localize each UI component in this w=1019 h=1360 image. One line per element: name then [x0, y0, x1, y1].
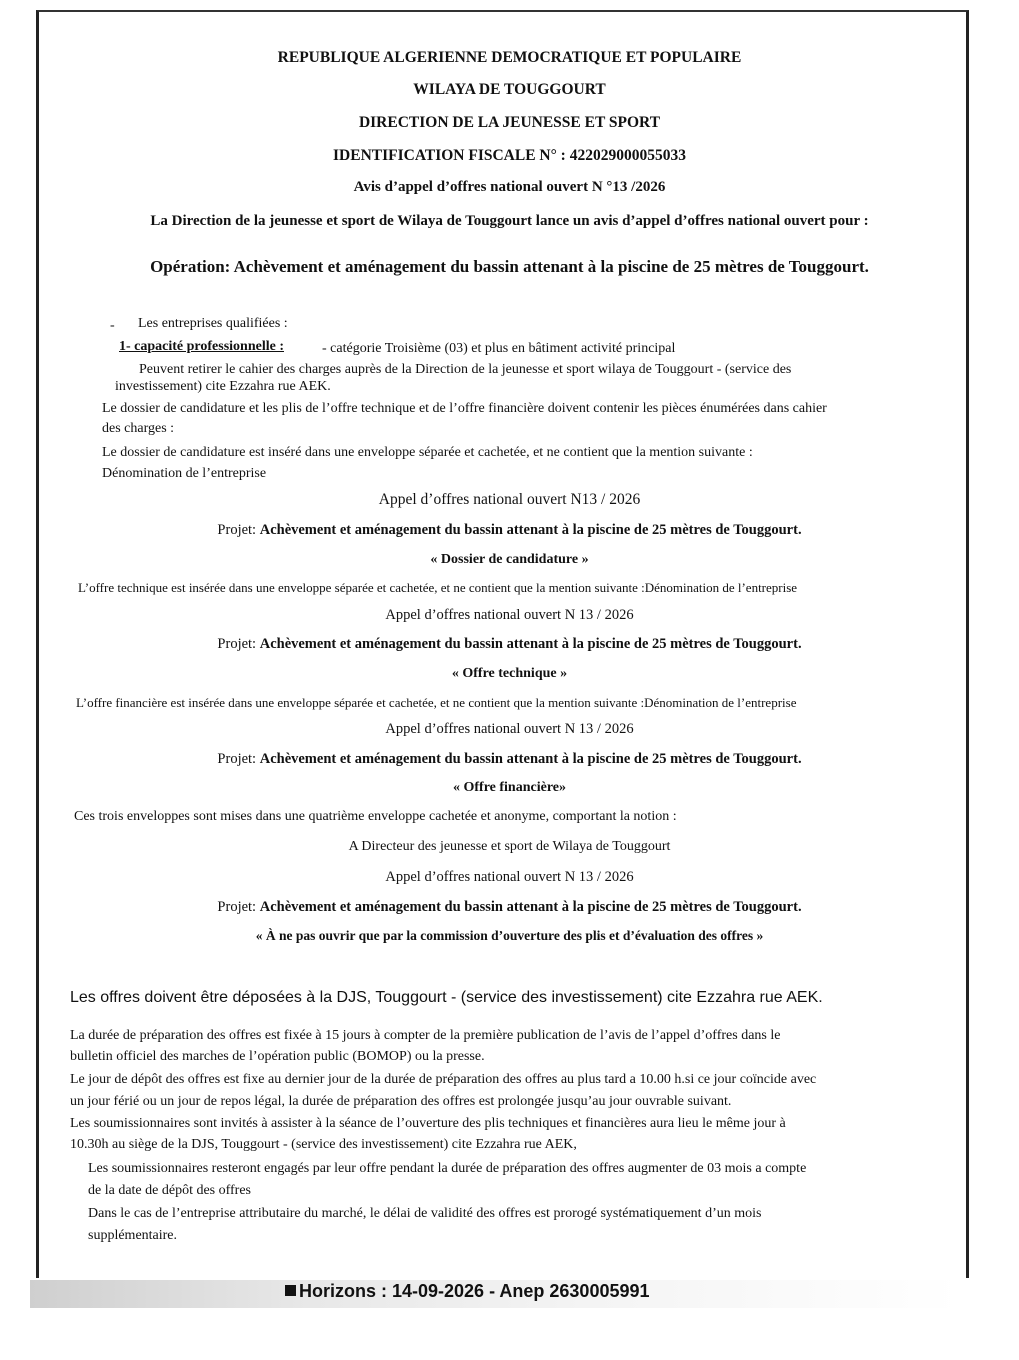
header-avis: Avis d’appel d’offres national ouvert N °13 /2026	[353, 179, 666, 195]
projet-1	[0, 522, 1019, 539]
retirer-line1: Peuvent retirer le cahier des charges auprès de la Direction de la jeunesse et sport wilaya de Touggourt - (service des	[139, 362, 792, 377]
capacity-text: - catégorie Troisième (03) et plus en bâtiment activité principal	[322, 341, 676, 356]
projet-2	[0, 636, 1019, 653]
depot-text: Les offres doivent être déposées à la DJS, Touggourt - (service des investissement) cite Ezzahra rue AEK.	[70, 989, 823, 1006]
qualif-title: Les entreprises qualifiées :	[138, 316, 288, 331]
bullet: -	[110, 318, 115, 333]
candidature-line1: Le dossier de candidature est inséré dans une enveloppe séparée et cachetée, et ne contient que la mention suivante :	[102, 445, 753, 460]
dossier-line1: Le dossier de candidature et les plis de l’offre technique et de l’offre financière doivent contenir les pièces énumérées dans cahier	[102, 401, 827, 416]
projet-4	[0, 899, 1019, 916]
jour-line1: Le jour de dépôt des offres est fixe au dernier jour de la durée de préparation des offres au plus tard a 10.00 h.si ce jour coïncide avec	[70, 1072, 817, 1087]
directeur: A Directeur des jeunesse et sport de Wilaya de Touggourt	[348, 839, 671, 854]
operation-title: Opération: Achèvement et aménagement du bassin attenant à la piscine de 25 mètres de Touggourt.	[150, 257, 869, 276]
cas-line1: Dans le cas de l’entreprise attributaire du marché, le délai de validité des offres est prorogé systématiquement d’un mois	[88, 1206, 762, 1221]
intro-text: La Direction de la jeunesse et sport de Wilaya de Touggourt lance un avis d’appel d’offres national ouvert pour :	[150, 213, 869, 229]
projet-3-label: Projet:	[217, 751, 257, 767]
duree-line2: bulletin officiel des marches de l’opération public (BOMOP) ou la presse.	[70, 1049, 485, 1064]
rest-line1: Les soumissionnaires resteront engagés par leur offre pendant la durée de préparation des offres augmenter de 03 mois a compte	[88, 1161, 807, 1176]
footer-text: Horizons : 14-09-2026 - Anep 2630005991	[299, 1281, 650, 1301]
jour-line2: un jour férié ou un jour de repos légal, la durée de préparation des offres est prolongée jusqu’au jour ouvrable suivant.	[70, 1094, 732, 1109]
dossier-line2: des charges :	[102, 421, 175, 436]
appel-1: Appel d’offres national ouvert N13 / 2026	[378, 491, 641, 508]
appel-4: Appel d’offres national ouvert N 13 / 2026	[385, 869, 634, 885]
projet-2-label: Projet:	[217, 636, 257, 652]
fin-intro: L’offre financière est insérée dans une enveloppe séparée et cachetée, et ne contient que la mention suivante :Dénomination de l’entreprise	[76, 695, 797, 710]
mention-dossier: « Dossier de candidature »	[430, 552, 589, 567]
projet-2-text: Achèvement et aménagement du bassin attenant à la piscine de 25 mètres de Touggourt.	[259, 636, 802, 652]
square-icon	[285, 1285, 296, 1296]
projet-1-label: Projet:	[217, 522, 257, 538]
cas-line2: supplémentaire.	[88, 1228, 178, 1243]
capacity-label: 1- capacité professionnelle :	[119, 339, 284, 354]
duree-line1: La durée de préparation des offres est fixée à 15 jours à compter de la première publication de l’avis de l’appel d’offres dans le	[70, 1028, 781, 1043]
appel-3: Appel d’offres national ouvert N 13 / 2026	[385, 721, 634, 737]
souml-line2: 10.30h au siège de la DJS, Touggourt - (service des investissement) cite Ezzahra rue AEK,	[70, 1137, 577, 1152]
mention-technique: « Offre technique »	[451, 666, 568, 681]
mention-financiere: « Offre financière»	[452, 780, 566, 795]
header-wilaya: WILAYA DE TOUGGOURT	[413, 81, 606, 98]
candidature-line2: Dénomination de l’entreprise	[102, 466, 267, 481]
header-republic: REPUBLIQUE ALGERIENNE DEMOCRATIQUE ET POPULAIRE	[277, 49, 742, 66]
mention-ne-pas-ouvrir: « À ne pas ouvrir que par la commission d’ouverture des plis et d’évaluation des offres »	[255, 928, 764, 943]
projet-3-text: Achèvement et aménagement du bassin attenant à la piscine de 25 mètres de Touggourt.	[259, 751, 802, 767]
projet-4-text: Achèvement et aménagement du bassin attenant à la piscine de 25 mètres de Touggourt.	[259, 899, 802, 915]
header-fiscal-id: IDENTIFICATION FISCALE N° : 422029000055033	[333, 147, 686, 164]
projet-1-text: Achèvement et aménagement du bassin attenant à la piscine de 25 mètres de Touggourt.	[259, 522, 802, 538]
footer-publication	[285, 1281, 650, 1302]
header-direction: DIRECTION DE LA JEUNESSE ET SPORT	[358, 114, 661, 131]
projet-3	[0, 751, 1019, 768]
rest-line2: de la date de dépôt des offres	[88, 1183, 252, 1198]
projet-4-label: Projet:	[217, 899, 257, 915]
tech-intro: L’offre technique est insérée dans une enveloppe séparée et cachetée, et ne contient que la mention suivante :Dénomination de l’entreprise	[78, 580, 798, 595]
souml-line1: Les soumissionnaires sont invités à assister à la séance de l’ouverture des plis techniques et financières aura lieu le même jour à	[70, 1116, 786, 1131]
trois-enveloppes: Ces trois enveloppes sont mises dans une quatrième enveloppe cachetée et anonyme, comportant la notion :	[74, 809, 677, 824]
retirer-line2: investissement) cite Ezzahra rue AEK.	[115, 379, 331, 394]
appel-2: Appel d’offres national ouvert N 13 / 2026	[385, 607, 634, 623]
